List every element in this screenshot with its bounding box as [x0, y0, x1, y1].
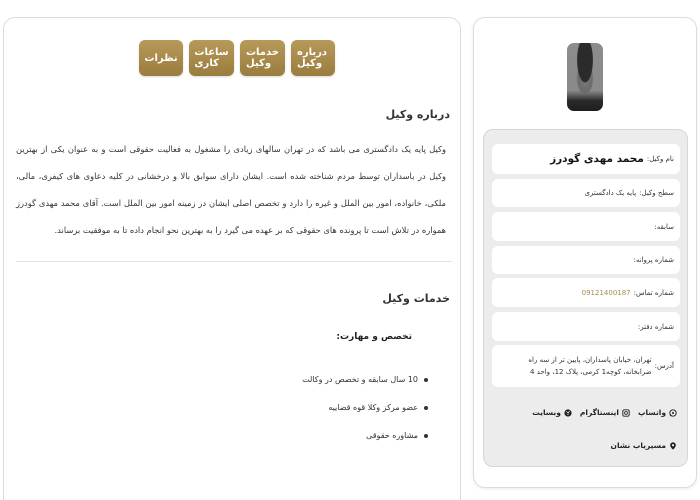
whatsapp-label: واتساپ: [637, 408, 666, 417]
address-value: تهران، خیابان پاسداران، پایین تر از سه راه ضرابخانه، کوچه1 کرمی، پلاک 12، واحد 4: [528, 356, 652, 376]
list-item: 10 سال سابقه و تخصص در وکالت: [302, 366, 428, 394]
level-label: سطح وکیل:: [639, 189, 674, 197]
about-text: وکیل پایه یک دادگستری می باشد که در تهران سالهای زیادی را مشغول به فعالیت حقوقی است و به عنوان یکی از بهترین وکیل در باسداران توسط مردم شناخته شده است. ایشان دارای سوابق بالا و درخشانی در کلیه دعاوی های کیفری، مالی، ملکی، خانواده، امور بین الملل و غیره را دارد و تخصص اصلی ایشان در زمینه امور بین الملل است. آقای محمد مهدی گودرز همواره در تلاش است تا پرونده های حقوقی که بر عهده می گیرد را به بهترین نحو انجام داده تا به موفقیت برساند.: [16, 144, 446, 235]
list-item: مشاوره حقوقی: [302, 422, 428, 450]
lawyer-name: محمد مهدی گودرز: [550, 153, 644, 165]
phone-link[interactable]: 09121400187: [581, 288, 631, 297]
website-label: وبسایت: [532, 408, 561, 417]
list-item: عضو مرکز وکلا قوه قضاییه: [302, 394, 428, 422]
avatar: [567, 43, 603, 111]
directions-link[interactable]: [611, 441, 677, 450]
lawyer-profile-card: [473, 17, 697, 488]
office-label: شماره دفتر:: [637, 322, 674, 331]
tab-working-hours[interactable]: ساعات کاری: [189, 40, 234, 76]
instagram-link[interactable]: [580, 408, 630, 417]
skills-list: [302, 366, 428, 450]
lawyer-details-card: [3, 17, 461, 500]
license-label: شماره پروانه:: [633, 256, 674, 264]
name-label: نام وکیل:: [646, 155, 674, 163]
section-divider: [16, 261, 452, 262]
experience-label: سابقه:: [654, 222, 674, 231]
about-title: درباره وکیل: [385, 108, 450, 121]
map-pin-icon: [669, 442, 677, 450]
info-row-license: [492, 246, 680, 274]
info-row-address: [492, 345, 680, 387]
services-title: خدمات وکیل: [382, 292, 450, 305]
tab-about[interactable]: درباره وکیل: [291, 40, 335, 76]
tab-services[interactable]: خدمات وکیل: [240, 40, 285, 76]
info-row-phone: [492, 278, 680, 307]
info-box: [483, 129, 688, 467]
skills-title: تخصص و مهارت:: [336, 332, 412, 342]
whatsapp-link[interactable]: [638, 408, 677, 417]
website-link[interactable]: [532, 408, 572, 417]
instagram-icon: [622, 409, 630, 417]
tabs-bar: [135, 40, 335, 76]
social-links: [532, 408, 677, 417]
info-row-office: [492, 312, 680, 341]
tab-reviews[interactable]: نظرات: [139, 40, 183, 76]
whatsapp-icon: [669, 409, 677, 417]
info-row-experience: [492, 212, 680, 241]
lawyer-level: پایه یک دادگستری: [584, 189, 637, 197]
address-label: آدرس:: [654, 362, 674, 370]
directions-label: مسیریاب نشان: [610, 441, 666, 450]
phone-label: شماره تماس:: [633, 288, 674, 297]
info-row-level: [492, 179, 680, 207]
instagram-label: اینستاگرام: [579, 408, 619, 417]
info-row-name: [492, 144, 680, 174]
globe-icon: [564, 409, 572, 417]
